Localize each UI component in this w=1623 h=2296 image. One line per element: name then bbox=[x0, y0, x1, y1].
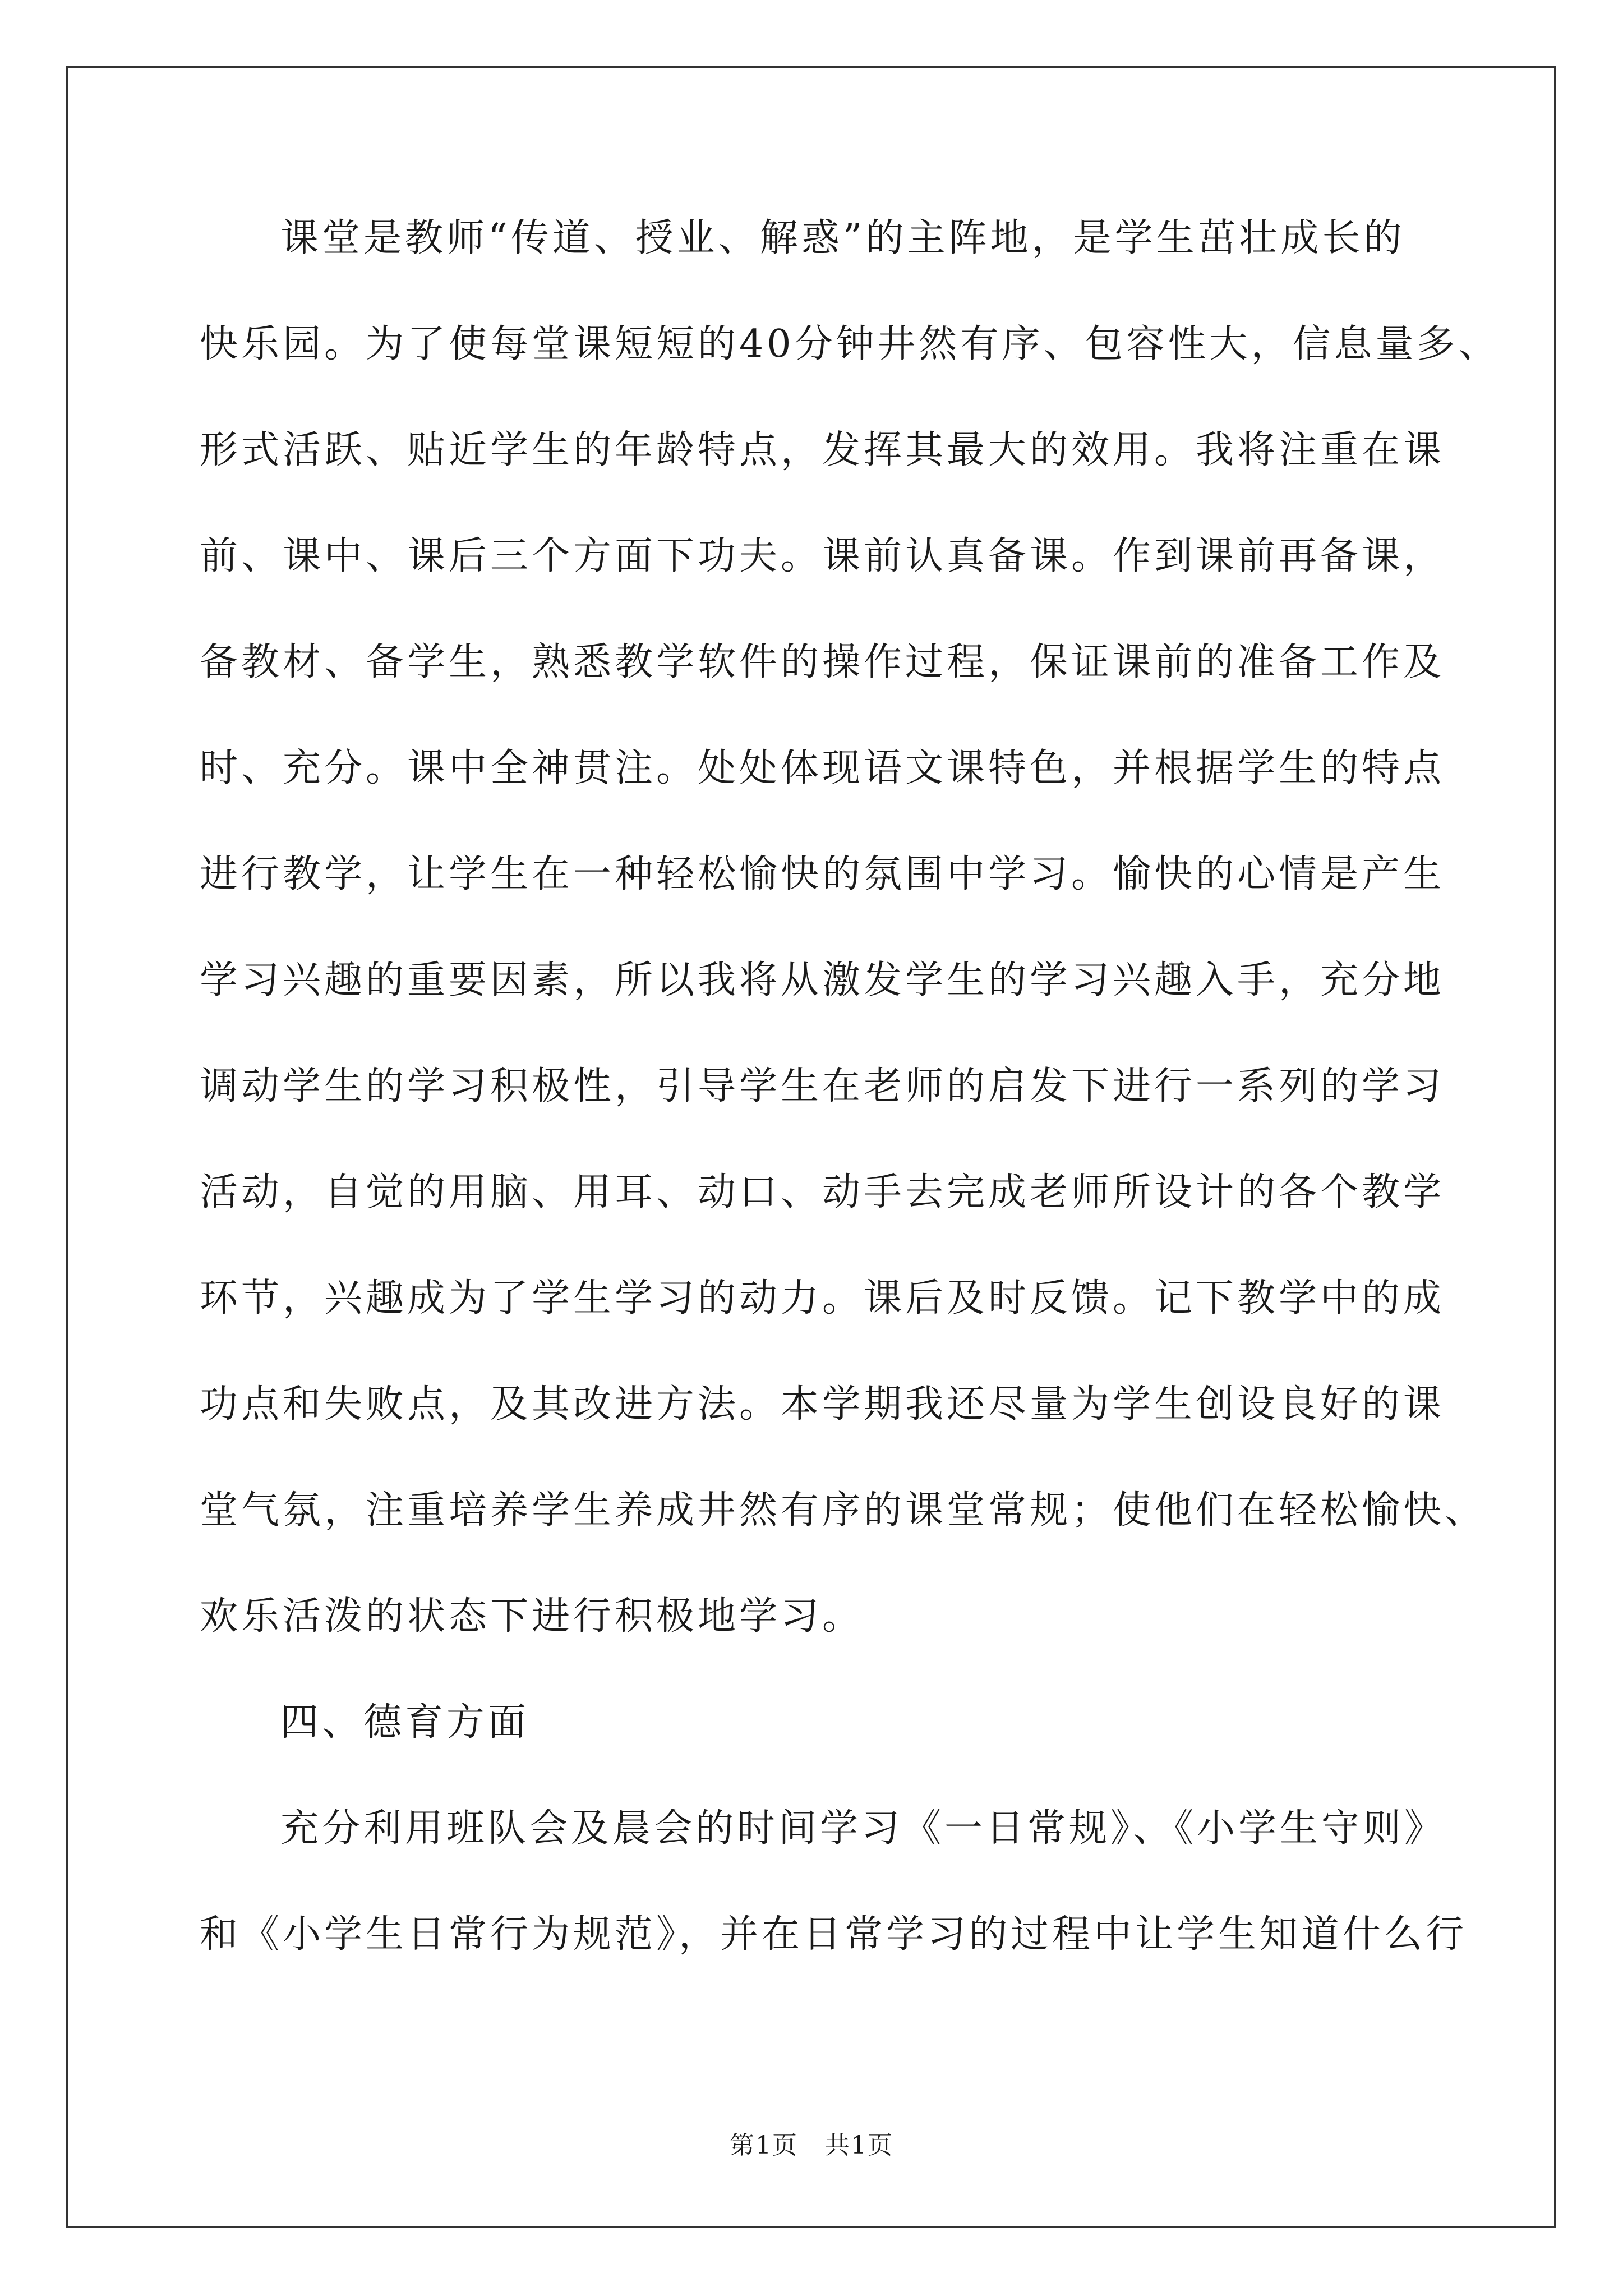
paragraph-line: 调动学生的学习积极性，引导学生在老师的启发下进行一系列的学习 bbox=[200, 1064, 1445, 1108]
paragraph-line: 备教材、备学生，熟悉教学软件的操作过程，保证课前的准备工作及 bbox=[200, 640, 1445, 684]
paragraph-line: 堂气氛，注重培养学生养成井然有序的课堂常规；使他们在轻松愉快、 bbox=[200, 1488, 1487, 1533]
paragraph-line: 形式活跃、贴近学生的年龄特点，发挥其最大的效用。我将注重在课 bbox=[200, 428, 1445, 472]
paragraph-line: 课堂是教师“传道、授业、解惑”的主阵地，是学生茁壮成长的 bbox=[280, 216, 1405, 260]
section-heading: 四、德育方面 bbox=[280, 1700, 530, 1745]
paragraph-line: 活动，自觉的用脑、用耳、动口、动手去完成老师所设计的各个教学 bbox=[200, 1170, 1445, 1214]
paragraph-line: 欢乐活泼的状态下进行积极地学习。 bbox=[200, 1594, 864, 1639]
paragraph-line: 时、充分。课中全神贯注。处处体现语文课特色，并根据学生的特点 bbox=[200, 746, 1445, 790]
paragraph-line: 学习兴趣的重要因素，所以我将从激发学生的学习兴趣入手，充分地 bbox=[200, 958, 1445, 1002]
paragraph-line: 前、课中、课后三个方面下功夫。课前认真备课。作到课前再备课， bbox=[200, 534, 1445, 578]
paragraph-line: 充分利用班队会及晨会的时间学习《一日常规》、《小学生守则》 bbox=[280, 1806, 1446, 1851]
paragraph-line: 进行教学，让学生在一种轻松愉快的氛围中学习。愉快的心情是产生 bbox=[200, 852, 1445, 896]
paragraph-line: 和《小学生日常行为规范》，并在日常学习的过程中让学生知道什么行 bbox=[200, 1912, 1468, 1957]
document-body bbox=[200, 216, 1500, 2021]
paragraph-line: 环节，兴趣成为了学生学习的动力。课后及时反馈。记下教学中的成 bbox=[200, 1276, 1445, 1320]
paragraph-line: 功点和失败点，及其改进方法。本学期我还尽量为学生创设良好的课 bbox=[200, 1382, 1445, 1427]
paragraph-line: 快乐园。为了使每堂课短短的40分钟井然有序、包容性大，信息量多、 bbox=[200, 322, 1500, 366]
page-number-footer: 第1页 共1页 bbox=[730, 2131, 893, 2160]
